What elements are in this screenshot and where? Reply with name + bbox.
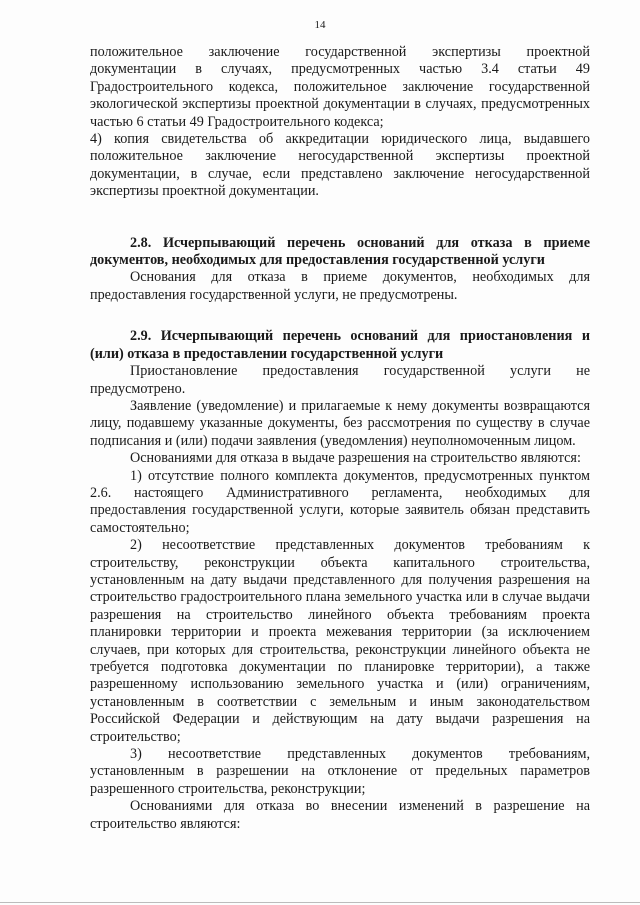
page-number: 14 (314, 19, 326, 31)
paragraph-refusal-grounds-none: Основания для отказа в приеме документов, необходимых для предоставления государственной услуги, не предусмотрены. (90, 269, 590, 303)
heading-section-2-9: 2.9. Исчерпывающий перечень оснований для приостановления и (или) отказа в предоставлении государственной услуги (90, 328, 590, 362)
heading-section-2-8: 2.8. Исчерпывающий перечень оснований для отказа в приеме документов, необходимых для предоставления государственной услуги (90, 234, 590, 269)
paragraph-item-3: 3) несоответствие представленных документов требованиям, установленным в разрешении на отклонение от предельных параметров разрешенного строительства, реконструкции; (90, 746, 590, 797)
paragraph-item-1: 1) отсутствие полного комплекта документов, предусмотренных пунктом 2.6. настоящего Административного регламента, необходимых для предоставления государственной услуги, которые заявитель обязан представить самостоятельно; (90, 467, 590, 536)
document-body (90, 44, 590, 833)
paragraph-expertise-conclusion: положительное заключение государственной экспертизы проектной документации в случаях, предусмотренных частью 3.4 статьи 49 Градостроительного кодекса, положительное заключение государственной экологической экспертизы проектной документации в случаях, предусмотренных частью 6 статьи 49 Градостроительного кодекса; (90, 44, 590, 130)
paragraph-return-documents: Заявление (уведомление) и прилагаемые к нему документы возвращаются лицу, подавшему указанные документы, без рассмотрения по существу в случае подписания и (или) подачи заявления (уведомления) неуполномоченным лицом. (90, 397, 590, 449)
paragraph-refusal-grounds-intro: Основаниями для отказа в выдаче разрешения на строительство являются: (130, 450, 581, 467)
paragraph-suspension: Приостановление предоставления государственной услуги не предусмотрено. (90, 363, 590, 397)
paragraph-changes-refusal-intro: Основаниями для отказа во внесении изменений в разрешение на строительство являются: (90, 798, 590, 832)
spacer (90, 201, 590, 235)
paragraph-item-4: 4) копия свидетельства об аккредитации юридического лица, выдавшего положительное заключение негосударственной экспертизы проектной документации, в случае, если представлено заключение негосударственной экспертизы проектной документации. (90, 131, 590, 200)
scan-edge-divider (0, 902, 640, 903)
spacer (90, 304, 590, 328)
paragraph-item-2: 2) несоответствие представленных документов требованиям к строительству, реконструкции объекта капитального строительства, установленным на дату выдачи представленного для получения разрешения на строительство градостроительного плана земельного участка или в случае выдачи разрешения на строительство линейного объекта требованиям проекта планировки территории и проекта межевания территории (за исключением случаев, при которых для строительства, реконструкции линейного объекта не требуется подготовка документации по планировке территории), а также разрешенному использованию земельного участка и (или) ограничениям, установленным в соответствии с земельным и иным законодательством Российской Федерации и действующим на дату выдачи разрешения на строительство; (90, 537, 590, 745)
